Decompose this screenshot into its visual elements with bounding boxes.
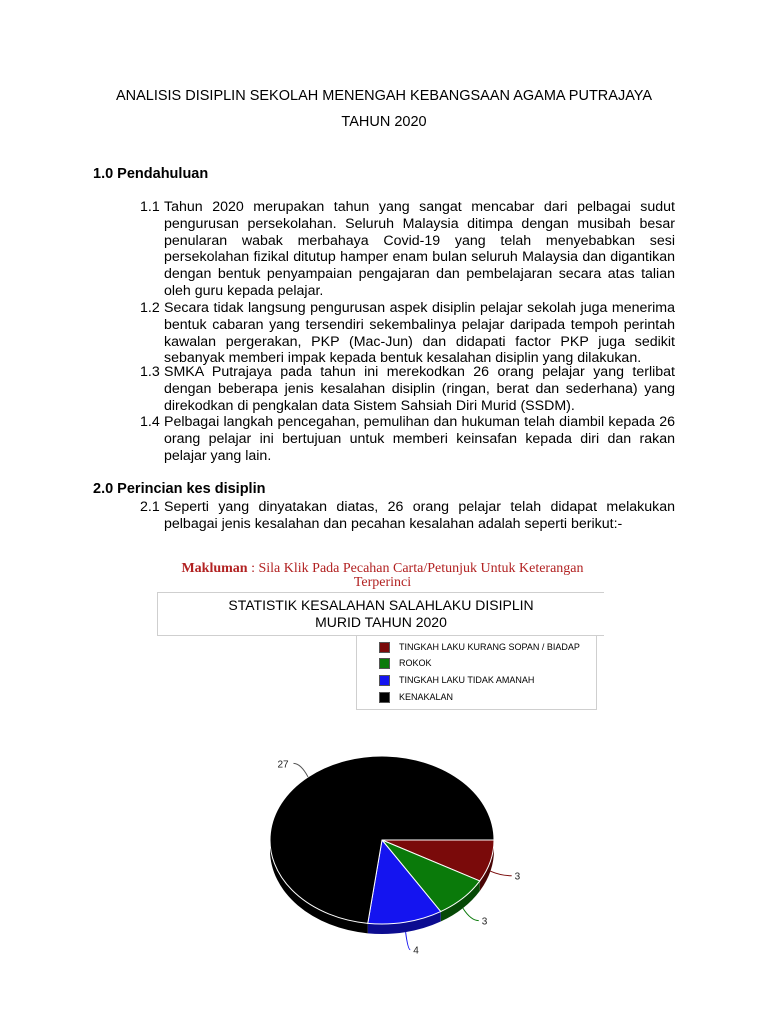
notice-label: Makluman	[181, 561, 248, 576]
paragraph-1-1	[140, 199, 675, 300]
chart-notice	[160, 562, 605, 590]
legend-label: TINGKAH LAKU TIDAK AMANAH	[399, 675, 535, 685]
paragraph-text: Seperti yang dinyatakan diatas, 26 orang pelajar telah didapat melakukan pelbagai jenis kesalahan dan pecahan kesalahan adalah seperti berikut:-	[164, 499, 675, 532]
paragraph-2-1	[140, 499, 675, 533]
slice-rokok-value-label: 3	[481, 916, 488, 928]
chart-title-line1: STATISTIK KESALAHAN SALAHLAKU DISIPLIN	[228, 597, 534, 613]
notice-text: : Sila Klik Pada Pecahan Carta/Petunjuk Untuk Keterangan Terperinci	[247, 561, 584, 590]
paragraph-text: Secara tidak langsung pengurusan aspek disiplin pelajar sekolah juga menerima bentuk cabaran yang tersendiri sekembalinya pelajar daripada tempoh perintah kawalan pergerakan, PKP (Mac-Jun) dan didapati factor PKP juga sedikit sebanyak memberi impak kepada bentuk kesalahan disiplin yang dilakukan.	[164, 300, 675, 367]
paragraph-number: 1.3	[140, 364, 160, 380]
slice-tidak-amanah-leader-line	[406, 932, 411, 950]
chart-title-box	[157, 592, 604, 636]
paragraph-text: Pelbagai langkah pencegahan, pemulihan dan hukuman telah diambil kepada 26 orang pelajar ini bertujuan untuk memberi keinsafan kepada diri dan rakan pelajar yang lain.	[164, 414, 675, 464]
paragraph-text: Tahun 2020 merupakan tahun yang sangat mencabar dari pelbagai sudut pengurusan persekolahan. Seluruh Malaysia ditimpa dengan musibah besar penularan wabak merbahaya Covid-19 yang telah menyebabkan sesi persekolahan fizikal ditutup hamper enam bulan seluruh Malaysia dan digantikan dengan bentuk penyampaian pengajaran dan pembelajaran secara atas talian oleh guru kepada pelajar.	[164, 199, 675, 299]
chart-legend	[356, 636, 597, 710]
paragraph-number: 1.4	[140, 414, 160, 430]
legend-label: KENAKALAN	[399, 692, 454, 702]
legend-swatch	[379, 658, 390, 669]
legend-label: TINGKAH LAKU KURANG SOPAN / BIADAP	[399, 642, 580, 652]
slice-tidak-amanah-value-label: 4	[413, 945, 419, 957]
paragraph-number: 1.2	[140, 300, 160, 316]
slice-biadap-leader-line	[490, 871, 511, 876]
document-subtitle: TAHUN 2020	[341, 114, 427, 130]
legend-swatch	[379, 675, 390, 686]
slice-kenakalan-value-label: 27	[277, 759, 289, 771]
slice-biadap-value-label: 3	[514, 871, 521, 883]
section-heading-perincian: 2.0 Perincian kes disiplin	[93, 481, 266, 497]
section-heading-pendahuluan: 1.0 Pendahuluan	[93, 166, 209, 182]
chart-title-line2: MURID TAHUN 2020	[315, 614, 447, 630]
slice-rokok-leader-line	[463, 908, 479, 920]
paragraph-1-2	[140, 300, 675, 367]
legend-label: ROKOK	[399, 658, 432, 668]
paragraph-1-4	[140, 414, 675, 464]
paragraph-number: 1.1	[140, 199, 160, 215]
paragraph-number: 2.1	[140, 499, 160, 515]
pie-chart	[250, 740, 570, 970]
paragraph-text: SMKA Putrajaya pada tahun ini merekodkan 26 orang pelajar yang terlibat dengan beberapa jenis kesalahan disiplin (ringan, berat dan sederhana) yang direkodkan di pengkalan data Sistem Sahsiah Diri Murid (SSDM).	[164, 364, 675, 414]
pie-slices	[270, 756, 494, 934]
slice-kenakalan-leader-line	[293, 763, 308, 777]
paragraph-1-3	[140, 364, 675, 414]
legend-swatch	[379, 692, 390, 703]
document-title: ANALISIS DISIPLIN SEKOLAH MENENGAH KEBANGSAAN AGAMA PUTRAJAYA	[115, 88, 653, 104]
legend-swatch	[379, 642, 390, 653]
